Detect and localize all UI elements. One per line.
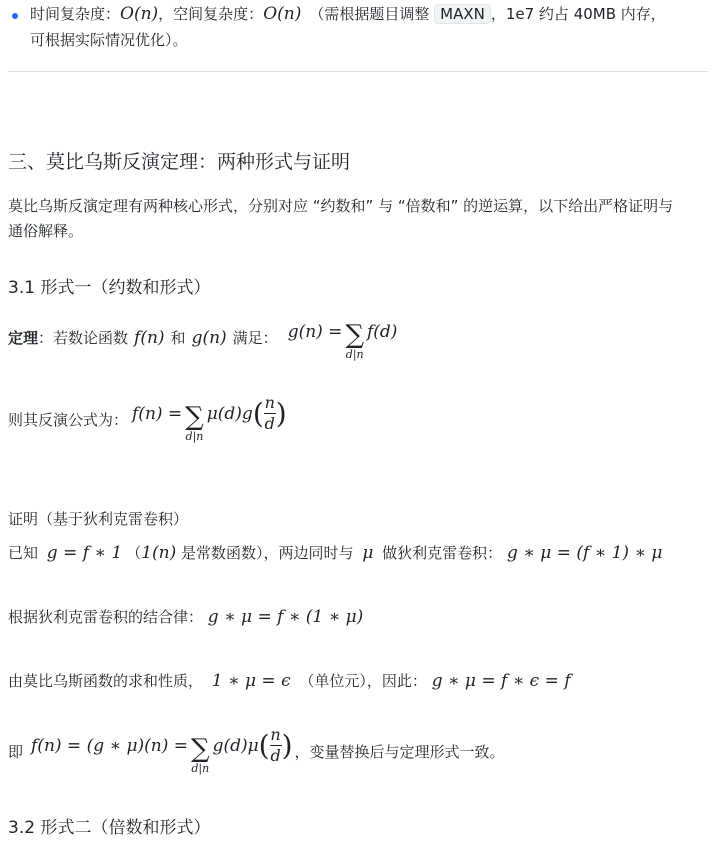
fraction-denominator: d: [264, 414, 275, 433]
summation-symbol: ∑: [191, 734, 210, 764]
math-g-equals-f-star-1: g = f ∗ 1: [46, 543, 123, 563]
section-intro-line-1: 莫比乌斯反演定理有两种核心形式，分别对应 “约数和” 与 “倍数和” 的逆运算，以下给出严格证明与: [8, 197, 674, 215]
fraction-n-over-d: [270, 727, 282, 764]
inline-code-maxn: MAXN: [434, 4, 491, 24]
proof-known: 已知: [8, 544, 39, 562]
left-paren: (: [258, 729, 270, 762]
complexity-line-2: 可根据实际情况优化）。: [30, 31, 188, 49]
proof-therefore: 即: [8, 743, 24, 761]
fraction-numerator: n: [270, 725, 281, 744]
subsection-title-form2: 3.2 形式二（倍数和形式）: [8, 818, 211, 838]
proof-associativity: 根据狄利克雷卷积的结合律：: [8, 608, 204, 626]
math-1-of-n: 1(n): [141, 543, 177, 563]
section-divider: [8, 71, 708, 72]
complexity-note: （需根据题目调整: [309, 5, 430, 23]
theorem-text: ：若数论函数: [38, 329, 129, 347]
equation-2-lhs: f(n) =: [132, 403, 183, 424]
summation-index: d|n: [345, 348, 364, 361]
theorem-statement: [8, 318, 398, 361]
summation-2: [185, 404, 204, 443]
proof-convolution-note: 做狄利克雷卷积：: [382, 544, 503, 562]
math-convolution-result: g ∗ μ = (f ∗ 1) ∗ μ: [506, 543, 663, 563]
proof-paren-open: （: [126, 544, 142, 562]
proof-identity-note: （单位元），因此：: [299, 672, 427, 690]
equation-3-lhs: f(n) = (g ∗ μ)(n) =: [31, 735, 188, 756]
theorem-label: 定理: [8, 329, 39, 347]
fraction-n-over-d: [264, 395, 276, 432]
math-f-of-n: f(n): [134, 327, 165, 348]
complexity-line-1: [30, 3, 666, 24]
summation-3: [191, 736, 210, 775]
math-associativity: g ∗ μ = f ∗ (1 ∗ μ): [207, 607, 364, 627]
equation-1-rhs: f(d): [367, 321, 398, 342]
space-complexity-value: O(n): [263, 4, 302, 24]
proof-line-2: [8, 606, 363, 627]
time-complexity-label: 时间复杂度：: [30, 5, 121, 23]
theorem-satisfy: 满足：: [232, 329, 278, 347]
section-intro-line-2: 通俗解释。: [8, 222, 84, 240]
summation-index: d|n: [191, 762, 210, 775]
bullet-dot: [12, 13, 18, 19]
math-g-of-n: g(n): [191, 327, 227, 348]
inverse-formula-line: [8, 393, 287, 443]
proof-constant-note: 是常数函数），两边同时与: [181, 544, 354, 562]
summation-symbol: ∑: [345, 320, 364, 350]
space-complexity-label: ，空间复杂度：: [158, 5, 264, 23]
summation-index: d|n: [185, 430, 204, 443]
time-complexity-value: O(n): [120, 4, 159, 24]
left-paren: (: [252, 397, 264, 430]
proof-line-4: [8, 725, 505, 775]
right-paren: ): [275, 397, 287, 430]
right-paren: ): [281, 729, 293, 762]
math-mu: μ: [362, 543, 374, 563]
math-identity-result: g ∗ μ = f ∗ ϵ = f: [431, 671, 571, 691]
subsection-title-form1: 3.1 形式一（约数和形式）: [8, 278, 211, 298]
equation-2-rhs: μ(d)g: [206, 403, 253, 424]
equation-3-rhs: g(d)μ: [212, 735, 259, 756]
proof-conclusion: ，变量替换后与定理形式一致。: [294, 743, 505, 761]
memory-note: ，1e7 约占 40MB 内存，: [490, 5, 666, 23]
inverse-formula-label: 则其反演公式为：: [8, 411, 129, 429]
summation-symbol: ∑: [185, 402, 204, 432]
proof-mobius-property: 由莫比乌斯函数的求和性质，: [8, 672, 204, 690]
proof-line-3: [8, 670, 571, 691]
fraction-numerator: n: [264, 393, 275, 412]
fraction-denominator: d: [270, 746, 281, 765]
equation-1-lhs: g(n) =: [287, 321, 343, 342]
proof-title: 证明（基于狄利克雷卷积）: [8, 510, 189, 528]
section-title: 三、莫比乌斯反演定理：两种形式与证明: [8, 151, 351, 173]
theorem-and: 和: [170, 329, 186, 347]
math-identity: 1 ∗ μ = ϵ: [211, 671, 291, 691]
proof-line-1: [8, 542, 662, 563]
summation-1: [345, 322, 364, 361]
